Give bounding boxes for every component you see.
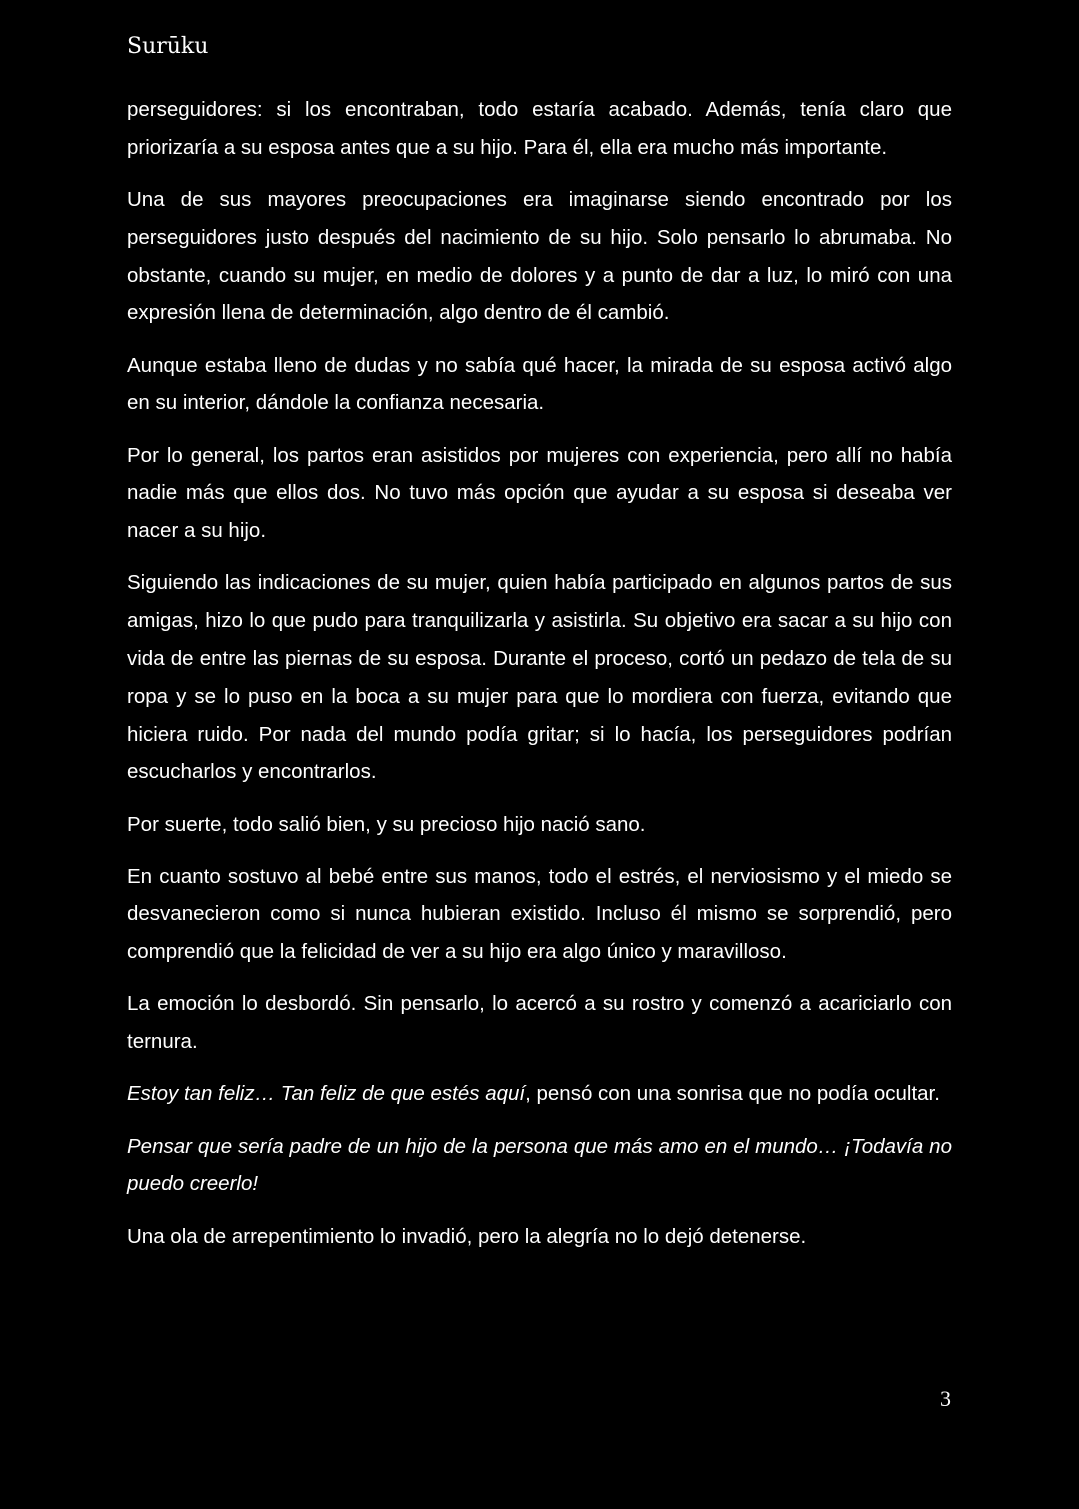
paragraph: Aunque estaba lleno de dudas y no sabía qué hacer, la mirada de su esposa activó algo en su interior, dándole la confianza necesaria. (127, 353, 952, 415)
italic-paragraph (127, 1128, 952, 1204)
thought-italic: Estoy tan feliz… Tan feliz de que estés aquí (127, 1082, 526, 1106)
paragraph: Siguiendo las indicaciones de su mujer, quien había participado en algunos partos de sus amigas, hizo lo que pudo para tranquilizarla y asistirla. Su objetivo era sacar a su hijo con vida de entre las piernas de su esposa. Durante el proceso, cortó un pedazo de tela de su ropa y se lo puso en la boca a su mujer para que lo mordiera con fuerza, evitando que hiciera ruido. Por nada del mundo podía gritar; si lo hacía, los perseguidores podrían escucharlos y encontrarlos. (127, 571, 952, 784)
paragraph: Una de sus mayores preocupaciones era imaginarse siendo encontrado por los perseguidores justo después del nacimiento de su hijo. Solo pensarlo lo abrumaba. No obstante, cuando su mujer, en medio de dolores y a punto de dar a luz, lo miró con una expresión llena de determinación, algo dentro de él cambió. (127, 187, 952, 325)
running-title: Surūku (127, 34, 209, 59)
paragraph: Por lo general, los partos eran asistidos por mujeres con experiencia, pero allí no había nadie más que ellos dos. No tuvo más opción que ayudar a su esposa si deseaba ver nacer a su hijo. (127, 443, 952, 543)
paragraph: En cuanto sostuvo al bebé entre sus manos, todo el estrés, el nerviosismo y el miedo se desvanecieron como si nunca hubieran existido. Incluso él mismo se sorprendió, pero comprendió que la felicidad de ver a su hijo era algo único y maravilloso. (127, 864, 952, 964)
page-number: 3 (940, 1386, 951, 1411)
thought-paragraph (127, 1075, 952, 1113)
paragraph: La emoción lo desbordó. Sin pensarlo, lo acercó a su rostro y comenzó a acariciarlo con ternura. (127, 992, 952, 1054)
body-text (127, 91, 952, 1270)
thought-rest: , pensó con una sonrisa que no podía ocultar. (525, 1082, 940, 1106)
closing-paragraph: Una ola de arrepentimiento lo invadió, pero la alegría no lo dejó detenerse. (127, 1224, 807, 1248)
paragraph: Por suerte, todo salió bien, y su precioso hijo nació sano. (127, 812, 646, 836)
paragraph: perseguidores: si los encontraban, todo estaría acabado. Además, tenía claro que priorizaría a su esposa antes que a su hijo. Para él, ella era mucho más importante. (127, 98, 952, 159)
italic-thought: Pensar que sería padre de un hijo de la persona que más amo en el mundo… ¡Todavía no puedo creerlo! (127, 1134, 952, 1196)
